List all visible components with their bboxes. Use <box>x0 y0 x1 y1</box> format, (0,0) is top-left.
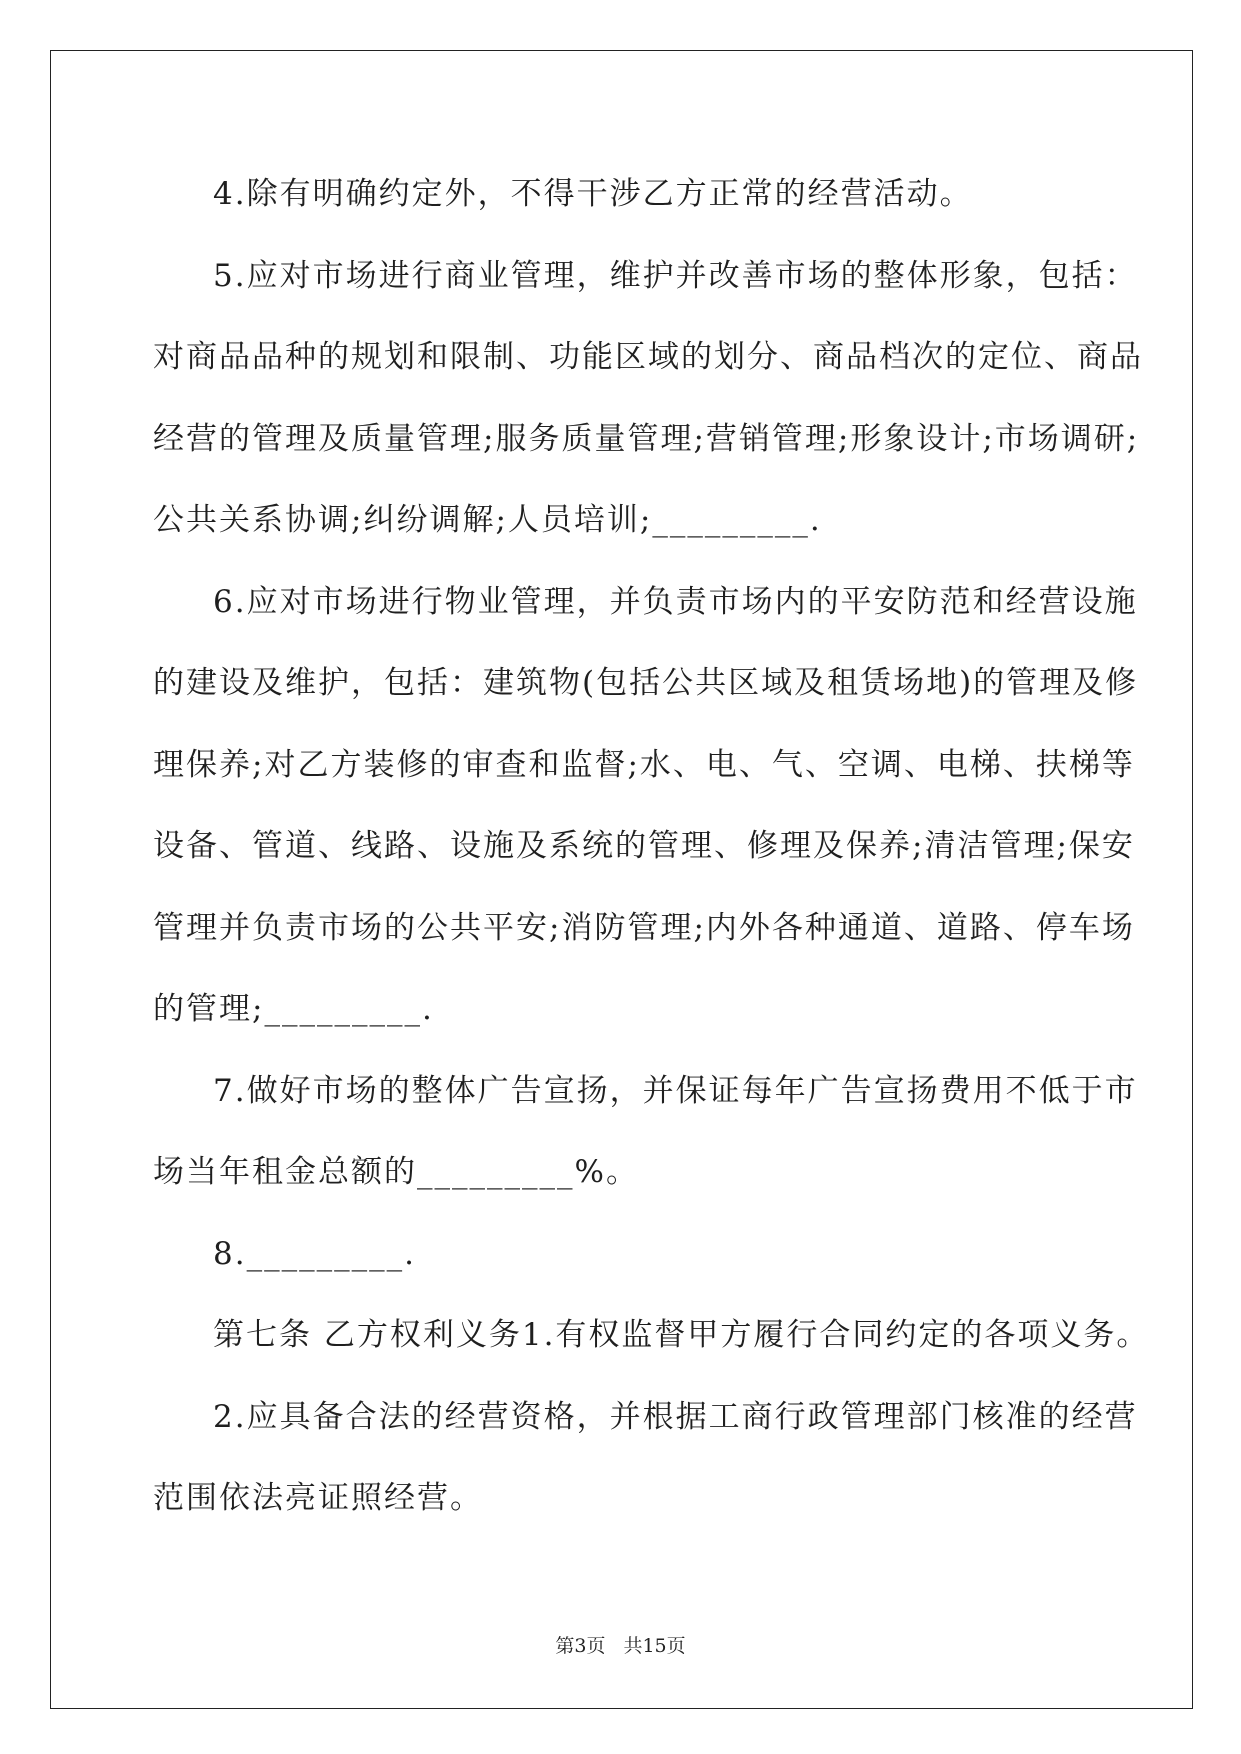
clause-7-line-1: 7.做好市场的整体广告宣扬，并保证每年广告宣扬费用不低于市 <box>213 1072 1138 1109</box>
article-7-heading-line: 第七条 乙方权利义务1.有权监督甲方履行合同约定的各项义务。 <box>213 1317 1150 1353</box>
clause-6-line-4: 设备、管道、线路、设施及系统的管理、修理及保养;清洁管理;保安 <box>153 828 1135 864</box>
page-number: 第3页 <box>555 1635 606 1657</box>
clause-6-line-3: 理保养;对乙方装修的审查和监督;水、电、气、空调、电梯、扶梯等 <box>153 746 1135 783</box>
clause-7-line-2: 场当年租金总额的_________%。 <box>153 1154 639 1190</box>
clause-6-line-1: 6.应对市场进行物业管理，并负责市场内的平安防范和经营设施 <box>213 583 1138 620</box>
clause-4-line-1: 4.除有明确约定外，不得干涉乙方正常的经营活动。 <box>213 176 973 212</box>
page-total: 共15页 <box>623 1635 686 1657</box>
clause-6-line-2: 的建设及维护，包括：建筑物(包括公共区域及租赁场地)的管理及修 <box>153 665 1139 701</box>
page-body <box>153 154 1183 1540</box>
clause-6-line-5: 管理并负责市场的公共平安;消防管理;内外各种通道、道路、停车场 <box>153 909 1135 946</box>
page-footer <box>0 1632 1241 1660</box>
clause-6-line-6: 的管理;_________. <box>153 991 434 1027</box>
clause-5-line-2: 对商品品种的规划和限制、功能区域的划分、商品档次的定位、商品 <box>153 339 1143 375</box>
clause-8-line-1: 8._________. <box>213 1235 416 1272</box>
clause-5-line-1: 5.应对市场进行商业管理，维护并改善市场的整体形象，包括： <box>213 257 1138 294</box>
article-7-clause-2-line-1: 2.应具备合法的经营资格，并根据工商行政管理部门核准的经营 <box>213 1398 1138 1435</box>
article-7-clause-2-line-2: 范围依法亮证照经营。 <box>153 1480 483 1516</box>
clause-5-line-3: 经营的管理及质量管理;服务质量管理;营销管理;形象设计;市场调研; <box>153 420 1140 457</box>
clause-5-line-4: 公共关系协调;纠纷调解;人员培训;_________. <box>153 502 822 538</box>
